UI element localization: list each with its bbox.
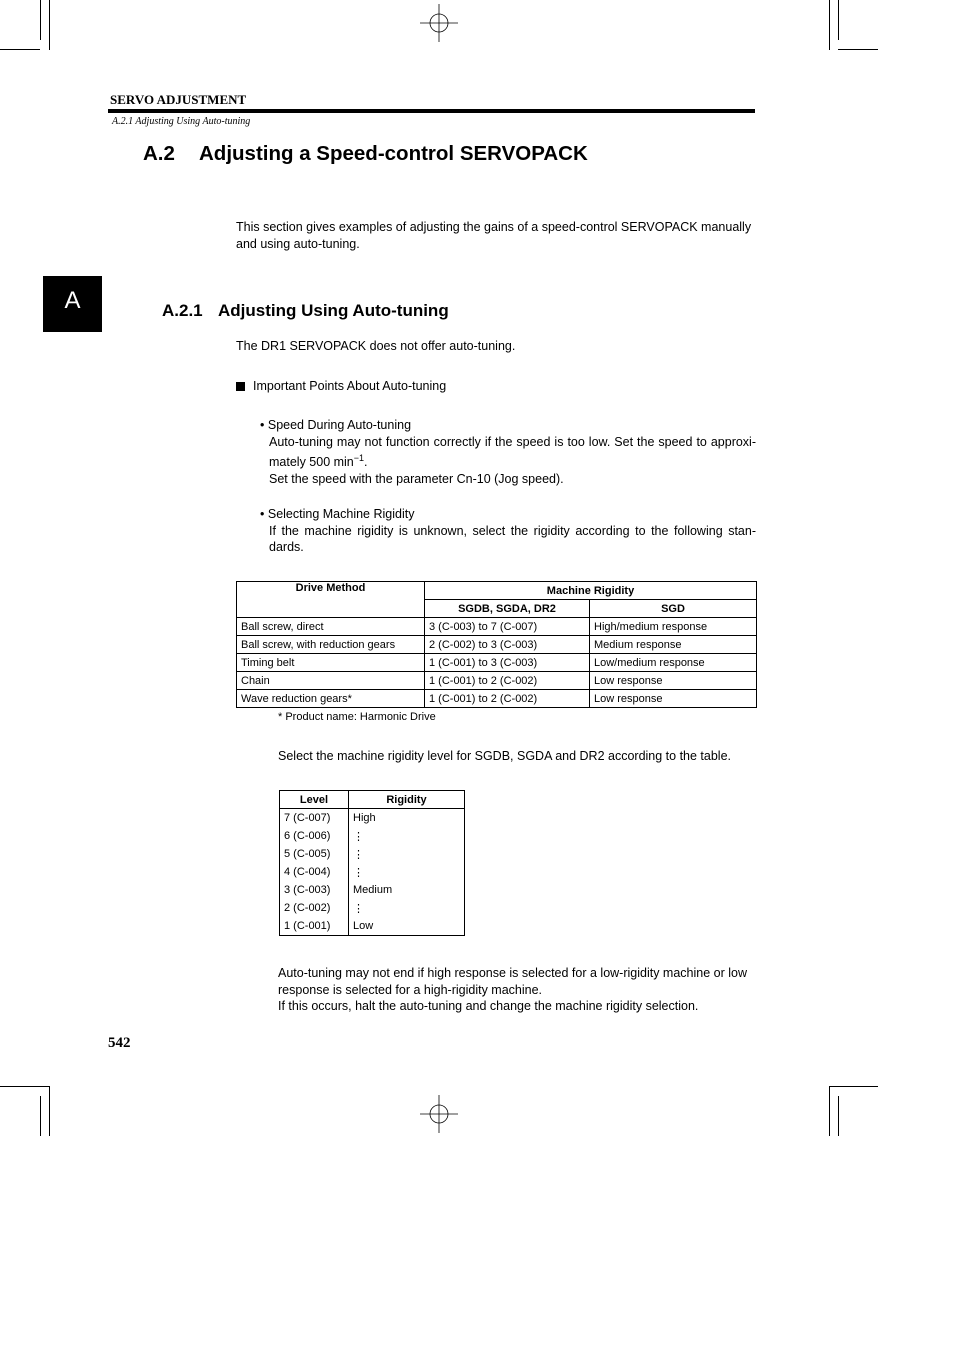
table-row: 2 (C-002) ⋮ [280, 899, 465, 917]
subsection-title: Adjusting Using Auto-tuning [218, 301, 449, 320]
section-number: A.2 [143, 142, 175, 165]
col-sgdb: SGDB, SGDA, DR2 [425, 600, 590, 618]
col-level: Level [280, 791, 349, 809]
section-intro: This section gives examples of adjusting the gains of a speed-control SERVOPACK manually and using auto-tuning. [236, 220, 752, 251]
bullet-body: Auto-tuning may not function correctly if the speed is too low. Set the speed to approxi- mately 500 $\min^{-1}$. Set the speed with the parameter Cn-10 (Jog speed). [269, 434, 756, 486]
page-number: 542 [108, 1035, 131, 1051]
table-row: 3 (C-003) Medium [280, 881, 465, 899]
points-heading [236, 378, 756, 395]
bullet-title: Speed During Auto-tuning [267, 418, 412, 432]
table-row: Wave reduction gears* 1 (C-001) to 2 (C-002) Low response [237, 690, 757, 708]
table-row: 5 (C-005) ⋮ [280, 845, 465, 863]
closing-note [278, 965, 756, 1015]
level-table [279, 790, 465, 936]
running-header-section: A.2.1 Adjusting Using Auto-tuning [112, 116, 251, 127]
table-footnote: * Product name: Harmonic Drive [278, 711, 436, 723]
registration-mark-icon [420, 4, 458, 42]
subsection-note: The DR1 SERVOPACK does not offer auto-tuning. [236, 339, 516, 353]
points-heading-text: Important Points About Auto-tuning [253, 379, 447, 393]
rigidity-table [236, 581, 757, 708]
table-row: Timing belt 1 (C-001) to 3 (C-003) Low/medium response [237, 654, 757, 672]
col-machine-rigidity: Machine Rigidity [425, 582, 757, 600]
col-drive-method: Drive Method [237, 582, 425, 618]
select-instruction: Select the machine rigidity level for SGDB, SGDA and DR2 according to the table. [278, 749, 732, 763]
table-row: 7 (C-007) High [280, 809, 465, 828]
bullet-speed: • Speed During Auto-tuning Auto-tuning may not function correctly if the speed is too low. Set the speed to approxi- mately 500 $\min^{-1}$. Set the speed with the parameter Cn-10 (Jog speed). [260, 418, 756, 486]
table-row: 1 (C-001) Low [280, 917, 465, 936]
subsection-number: A.2.1 [162, 301, 203, 320]
subsection-heading [162, 301, 449, 321]
closing-line-2: If this occurs, halt the auto-tuning and change the machine rigidity selection. [278, 999, 699, 1013]
table-row: 4 (C-004) ⋮ [280, 863, 465, 881]
bullet-rigidity: • Selecting Machine Rigidity If the machine rigidity is unknown, select the rigidity according to the following stan- dards. [260, 507, 756, 554]
table-row: Ball screw, direct 3 (C-003) to 7 (C-007) High/medium response [237, 618, 757, 636]
table-row: 6 (C-006) ⋮ [280, 827, 465, 845]
closing-line-1: Auto-tuning may not end if high response is selected for a low-rigidity machine or low response is selected for a high-rigidity machine. [278, 966, 747, 997]
running-header-title: SERVO ADJUSTMENT [110, 92, 247, 107]
bullet-body: If the machine rigidity is unknown, select the rigidity according to the following stan- dards. [269, 523, 756, 554]
bullet-title: Selecting Machine Rigidity [267, 507, 415, 521]
header-rule [108, 109, 755, 113]
col-rigidity: Rigidity [349, 791, 465, 809]
table-row: Ball screw, with reduction gears 2 (C-002) to 3 (C-003) Medium response [237, 636, 757, 654]
section-title: Adjusting a Speed-control SERVOPACK [199, 142, 588, 165]
section-heading [143, 142, 588, 166]
registration-mark-icon [420, 1095, 458, 1133]
col-sgd: SGD [590, 600, 757, 618]
table-row: Chain 1 (C-001) to 2 (C-002) Low response [237, 672, 757, 690]
chapter-tab: A [43, 276, 102, 332]
square-bullet-icon [236, 382, 245, 391]
